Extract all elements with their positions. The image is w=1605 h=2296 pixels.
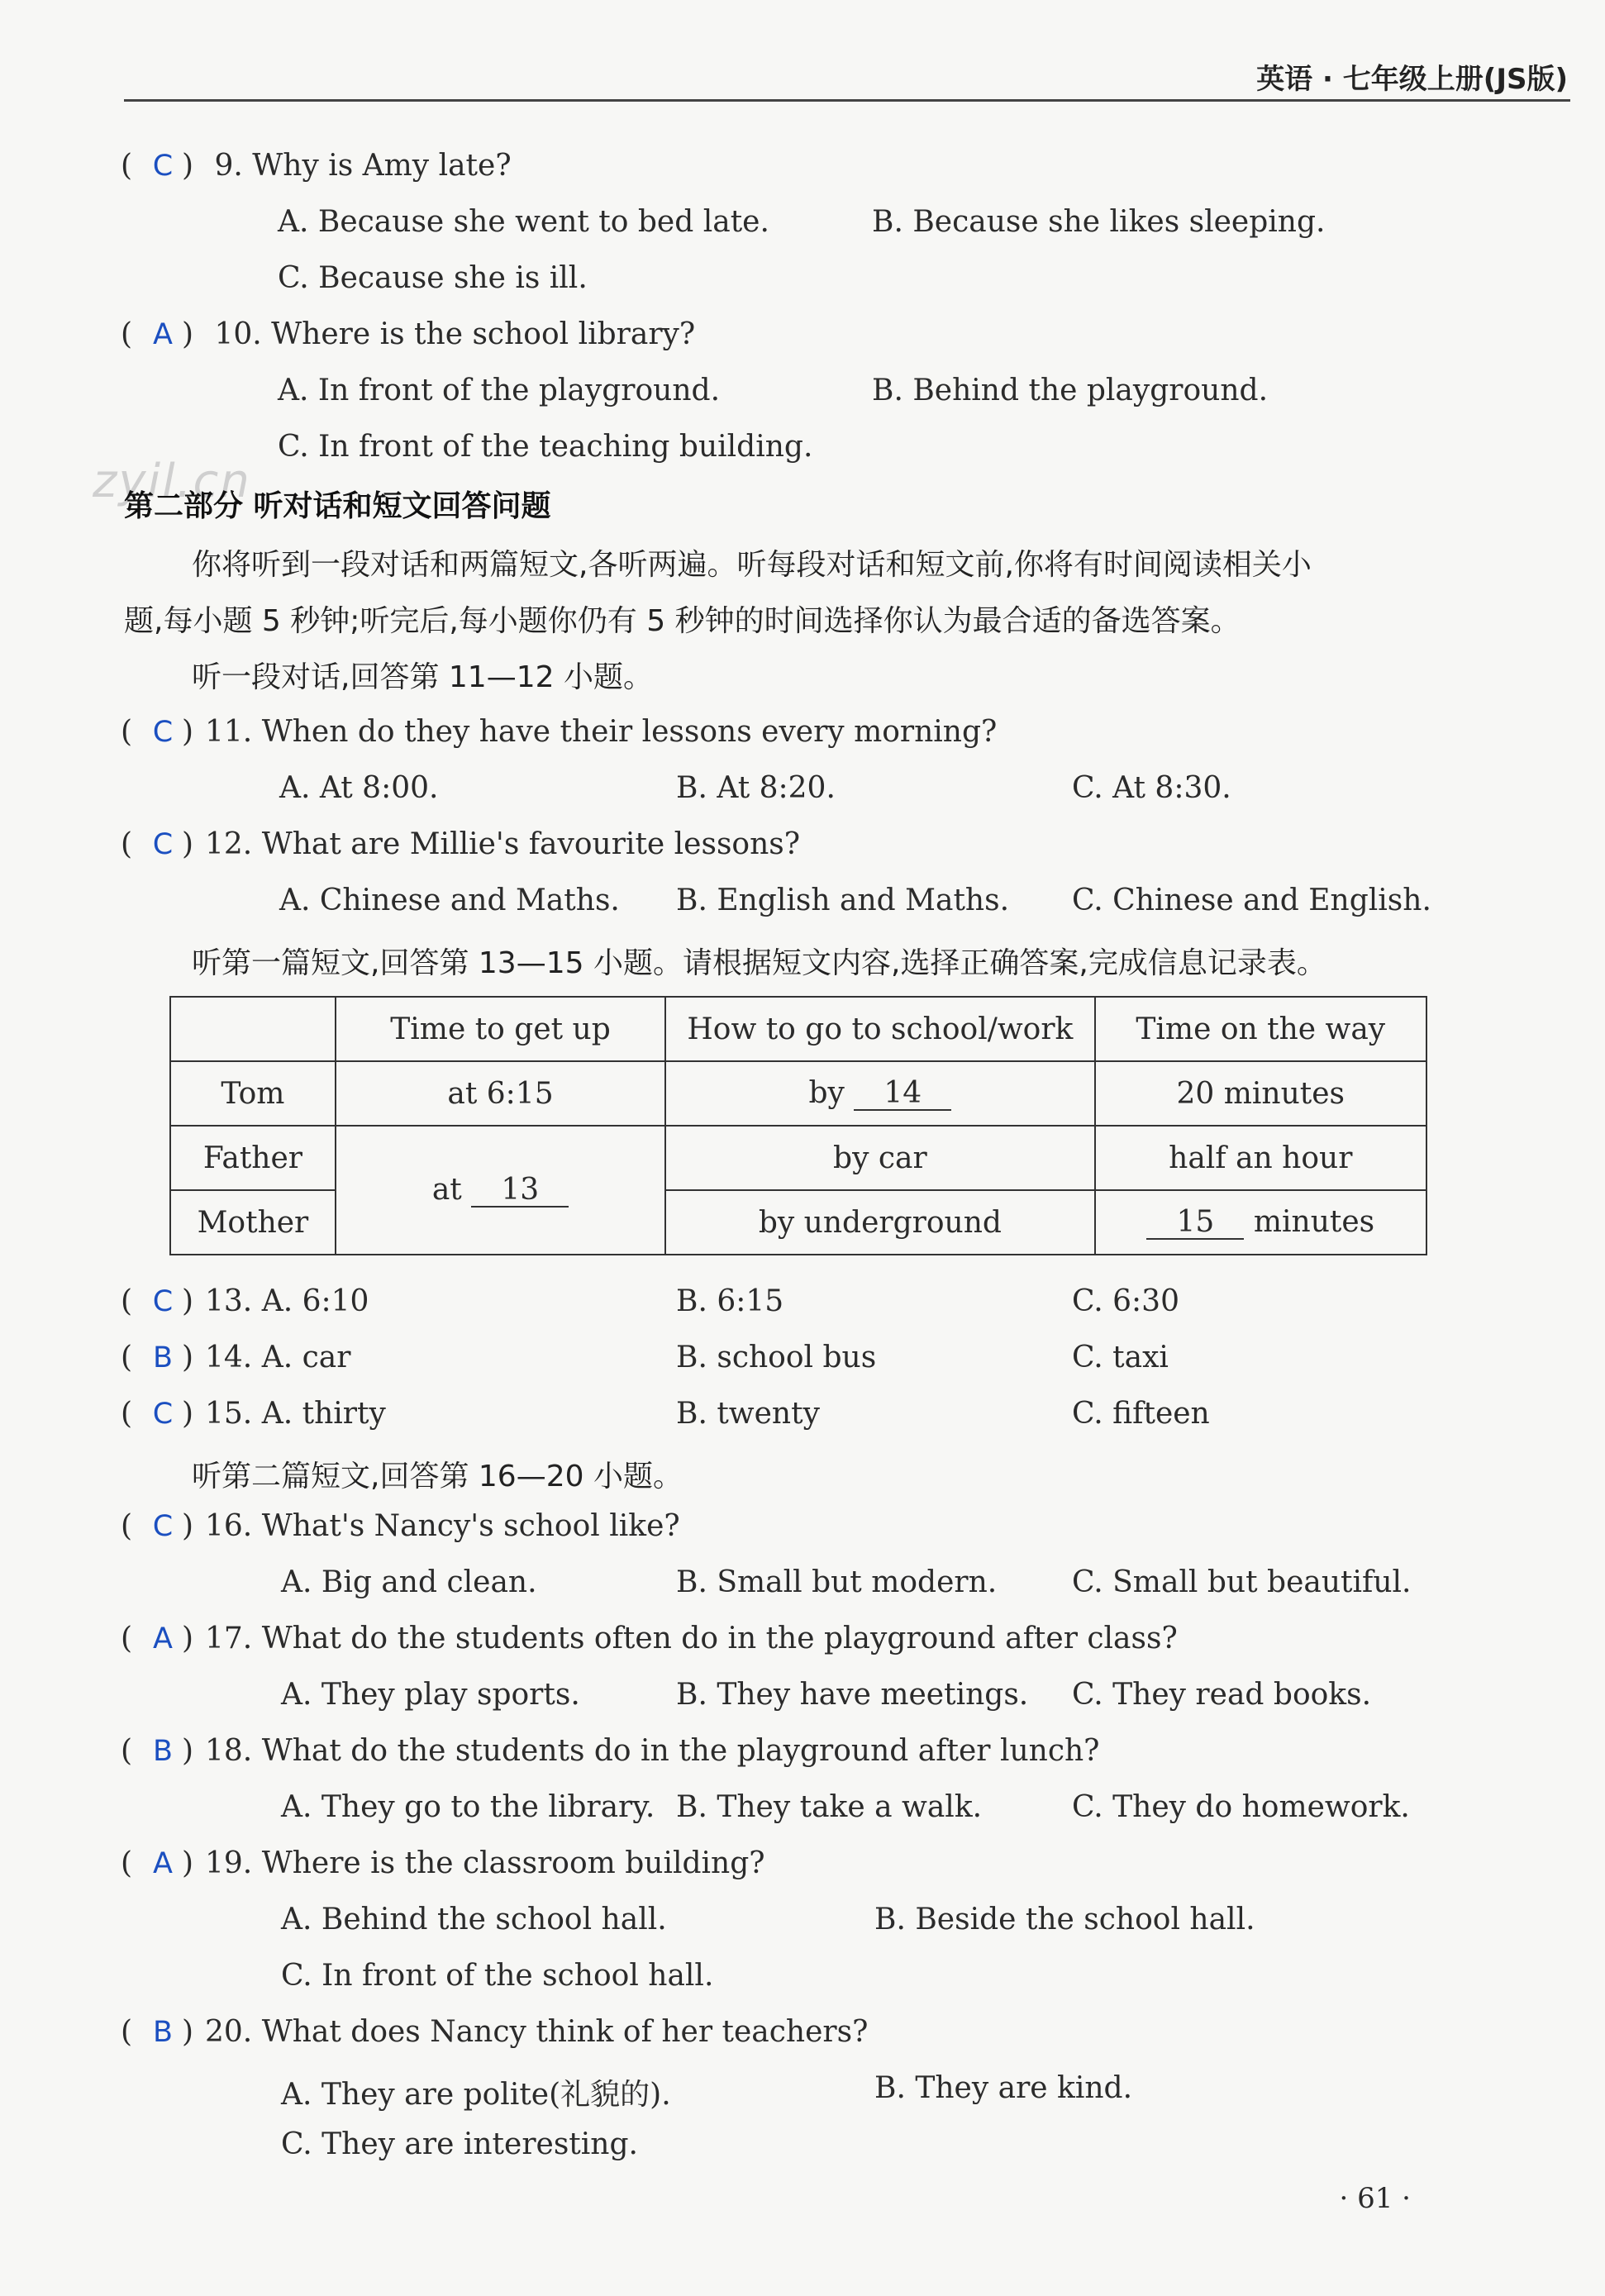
answer-16: C xyxy=(152,1510,174,1543)
getup-time-merged: at 13 xyxy=(336,1126,665,1255)
question-18-text: What do the students do in the playground after lunch? xyxy=(261,1734,1100,1768)
question-16: ( C ) 16. What's Nancy's school like? xyxy=(121,1509,680,1543)
table-row xyxy=(170,1126,1426,1190)
answer-15: C xyxy=(152,1398,174,1431)
q18-option-a: A. They go to the library. xyxy=(281,1790,655,1824)
q17-option-b: B. They have meetings. xyxy=(676,1678,1029,1712)
q12-option-a: A. Chinese and Maths. xyxy=(279,884,620,917)
instructions-line-2: 题,每小题 5 秒钟;听完后,每小题你仍有 5 秒钟的时间选择你认为最合适的备选答案。 xyxy=(124,604,1241,638)
header-title: 英语 · 七年级上册(JS版) xyxy=(1256,63,1568,96)
row-label: Tom xyxy=(170,1061,336,1126)
passage2-intro: 听第二篇短文,回答第 16—20 小题。 xyxy=(192,1460,683,1493)
answer-10: A xyxy=(153,318,173,351)
way-time: 15 minutes xyxy=(1095,1190,1426,1255)
question-15: ( C ) 15. A. thirty xyxy=(121,1397,386,1431)
q20-option-c: C. They are interesting. xyxy=(281,2127,638,2161)
question-12: ( C ) 12. What are Millie's favourite lessons? xyxy=(121,827,801,861)
question-11: ( C ) 11. When do they have their lessons every morning? xyxy=(121,715,998,749)
q9-option-b: B. Because she likes sleeping. xyxy=(872,205,1326,239)
transport-cell: by car xyxy=(665,1126,1094,1190)
table-header-cell: Time on the way xyxy=(1095,997,1426,1061)
q20-option-b: B. They are kind. xyxy=(874,2071,1133,2105)
table-header-cell xyxy=(170,997,336,1061)
q12-option-c: C. Chinese and English. xyxy=(1072,884,1431,917)
question-14: ( B ) 14. A. car xyxy=(121,1341,351,1374)
question-17: ( A ) 17. What do the students often do in the playground after class? xyxy=(121,1622,1178,1655)
q16-option-a: A. Big and clean. xyxy=(281,1565,537,1599)
transport-cell: by 14 xyxy=(665,1061,1094,1126)
q11-option-c: C. At 8:30. xyxy=(1072,771,1231,805)
answer-13: C xyxy=(152,1285,174,1318)
q16-option-c: C. Small but beautiful. xyxy=(1072,1565,1412,1599)
answer-11: C xyxy=(152,716,174,749)
table-header-cell: Time to get up xyxy=(336,997,665,1061)
blank-14: 14 xyxy=(854,1078,951,1111)
question-9-text: Why is Amy late? xyxy=(252,149,512,183)
q9-option-c: C. Because she is ill. xyxy=(278,261,588,295)
answer-17: A xyxy=(153,1622,173,1655)
info-record-table xyxy=(169,996,1427,1255)
passage1-intro: 听第一篇短文,回答第 13—15 小题。请根据短文内容,选择正确答案,完成信息记录表。 xyxy=(192,946,1326,980)
answer-12: C xyxy=(152,828,174,861)
question-20: ( B ) 20. What does Nancy think of her teachers? xyxy=(121,2015,869,2049)
question-9: ( C ) 9. Why is Amy late? xyxy=(121,149,512,183)
q14-option-a: A. car xyxy=(261,1341,351,1374)
dialogue-intro: 听一段对话,回答第 11—12 小题。 xyxy=(192,660,653,694)
question-12-text: What are Millie's favourite lessons? xyxy=(261,827,801,861)
q19-option-a: A. Behind the school hall. xyxy=(281,1903,667,1936)
transport-cell: by underground xyxy=(665,1190,1094,1255)
page-number: · 61 · xyxy=(1339,2182,1411,2215)
q10-option-c: C. In front of the teaching building. xyxy=(278,430,813,464)
q15-option-a: A. thirty xyxy=(261,1397,386,1431)
header-rule xyxy=(124,99,1570,102)
question-17-text: What do the students often do in the playground after class? xyxy=(261,1622,1178,1655)
q13-option-b: B. 6:15 xyxy=(676,1284,784,1318)
blank-15: 15 xyxy=(1146,1207,1244,1240)
q10-option-b: B. Behind the playground. xyxy=(872,374,1269,407)
answer-19: A xyxy=(153,1847,173,1880)
q14-option-c: C. taxi xyxy=(1072,1341,1169,1374)
question-10: ( A ) 10. Where is the school library? xyxy=(121,317,696,351)
q13-option-a: A. 6:10 xyxy=(261,1284,369,1318)
row-label: Mother xyxy=(170,1190,336,1255)
q15-option-c: C. fifteen xyxy=(1072,1397,1210,1431)
getup-time: at 6:15 xyxy=(336,1061,665,1126)
q10-option-a: A. In front of the playground. xyxy=(278,374,721,407)
table-header-cell: How to go to school/work xyxy=(665,997,1094,1061)
section-title: 第二部分 听对话和短文回答问题 xyxy=(124,489,551,523)
q11-option-b: B. At 8:20. xyxy=(676,771,836,805)
row-label: Father xyxy=(170,1126,336,1190)
q20-option-a: A. They are polite(礼貌的). xyxy=(281,2078,671,2112)
question-13: ( C ) 13. A. 6:10 xyxy=(121,1284,369,1318)
question-10-text: Where is the school library? xyxy=(271,317,696,351)
table-row xyxy=(170,1061,1426,1126)
answer-20: B xyxy=(152,2016,173,2049)
q17-option-a: A. They play sports. xyxy=(281,1678,580,1712)
q14-option-b: B. school bus xyxy=(676,1341,877,1374)
watermark: zyil.cn xyxy=(93,455,251,508)
q19-option-b: B. Beside the school hall. xyxy=(874,1903,1255,1936)
q18-option-c: C. They do homework. xyxy=(1072,1790,1410,1824)
instructions-line-1: 你将听到一段对话和两篇短文,各听两遍。听每段对话和短文前,你将有时间阅读相关小 xyxy=(192,548,1312,582)
question-11-text: When do they have their lessons every morning? xyxy=(261,715,998,749)
question-16-text: What's Nancy's school like? xyxy=(261,1509,680,1543)
way-time: 20 minutes xyxy=(1095,1061,1426,1126)
answer-9: C xyxy=(152,150,174,183)
q17-option-c: C. They read books. xyxy=(1072,1678,1372,1712)
answer-18: B xyxy=(152,1735,173,1768)
question-20-text: What does Nancy think of her teachers? xyxy=(261,2015,869,2049)
question-19: ( A ) 19. Where is the classroom building? xyxy=(121,1846,765,1880)
way-time: half an hour xyxy=(1095,1126,1426,1190)
q18-option-b: B. They take a walk. xyxy=(676,1790,983,1824)
table-header-row xyxy=(170,997,1426,1061)
q12-option-b: B. English and Maths. xyxy=(676,884,1010,917)
q16-option-b: B. Small but modern. xyxy=(676,1565,998,1599)
q11-option-a: A. At 8:00. xyxy=(279,771,439,805)
q13-option-c: C. 6:30 xyxy=(1072,1284,1179,1318)
question-18: ( B ) 18. What do the students do in the playground after lunch? xyxy=(121,1734,1100,1768)
answer-14: B xyxy=(152,1341,173,1374)
q19-option-c: C. In front of the school hall. xyxy=(281,1959,714,1993)
question-19-text: Where is the classroom building? xyxy=(261,1846,765,1880)
blank-13: 13 xyxy=(471,1174,569,1208)
q15-option-b: B. twenty xyxy=(676,1397,820,1431)
q9-option-a: A. Because she went to bed late. xyxy=(278,205,769,239)
